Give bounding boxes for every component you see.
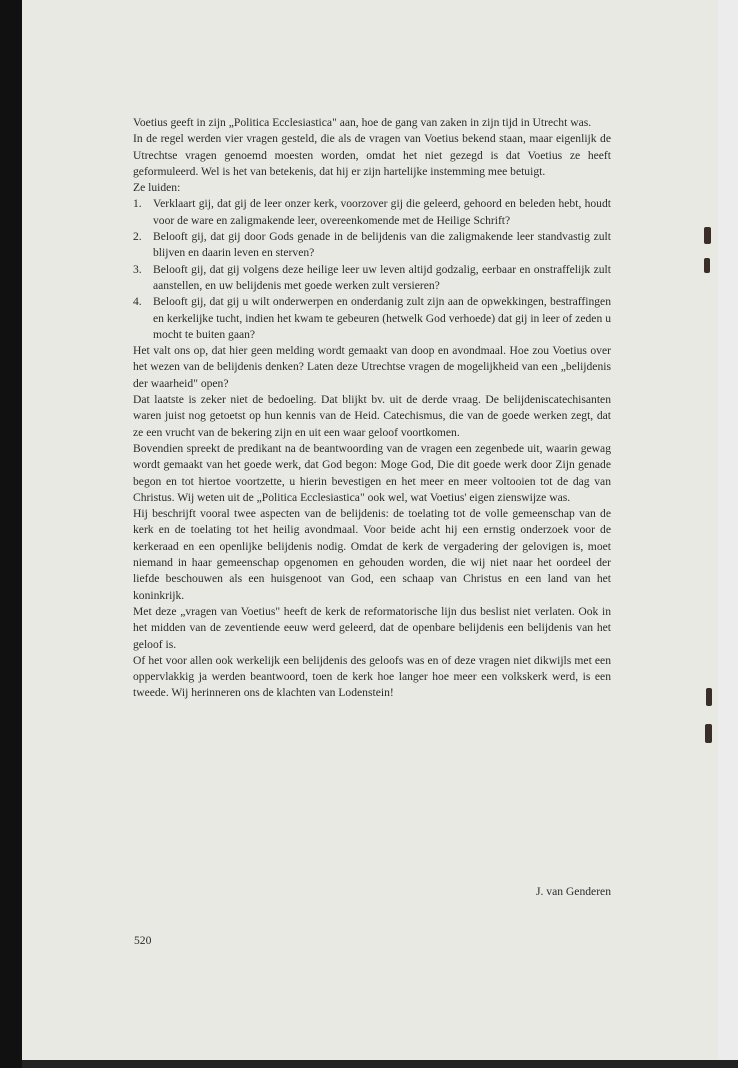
- binding-mark: [706, 688, 712, 706]
- question-text: Verklaart gij, dat gij de leer onzer kerk, voorzover gij die geleerd, gehoord en beleden hebt, houdt voor de ware en zaligmakende leer, overeenkomende met de Heilige Schrift?: [153, 197, 611, 227]
- scan-bottom-edge: [22, 1060, 738, 1068]
- question-number: 1.: [133, 197, 142, 211]
- article-body: [133, 115, 611, 702]
- question-item: [133, 229, 611, 262]
- question-number: 2.: [133, 230, 142, 244]
- body-paragraph: Het valt ons op, dat hier geen melding wordt gemaakt van doop en avondmaal. Hoe zou Voetius over het wezen van de belijdenis denken? Laten deze Utrechtse vragen de mogelijkheid van een „belijdenis der waarheid" open?: [133, 344, 611, 390]
- intro-paragraph: In de regel werden vier vragen gesteld, die als de vragen van Voetius bekend staan, maar eigenlijk de Utrechtse vragen genoemd moesten worden, omdat het niet gezegd is dat Voetius ze heeft geformuleerd. Wel is het van betekenis, dat hij er zijn hartelijke instemming mee betuigt.: [133, 132, 611, 178]
- question-list: [133, 196, 611, 343]
- question-item: [133, 294, 611, 343]
- question-number: 3.: [133, 262, 142, 276]
- paper-sheet: [22, 0, 718, 1060]
- binding-mark: [704, 258, 710, 273]
- intro-paragraph: Ze luiden:: [133, 181, 181, 195]
- page-number: 520: [134, 934, 152, 947]
- intro-paragraph: Voetius geeft in zijn „Politica Ecclesiastica" aan, hoe de gang van zaken in zijn tijd in Utrecht was.: [133, 116, 592, 129]
- question-text: Belooft gij, dat gij door Gods genade in de belijdenis van die zaligmakende leer standvastig zult blijven en daarin leven en sterven?: [153, 230, 611, 260]
- question-text: Belooft gij, dat gij u wilt onderwerpen en onderdanig zult zijn aan de opwekkingen, bestraffingen en kerkelijke tucht, indien het kwam te gebeuren (hetwelk God verhoede) dat gij in leer of zeden u mocht te buiten gaan?: [153, 295, 611, 341]
- question-number: 4.: [133, 295, 142, 309]
- binding-mark: [705, 724, 712, 743]
- body-paragraph: Dat laatste is zeker niet de bedoeling. Dat blijkt bv. uit de derde vraag. De belijdeniscatechisanten waren juist nog getoetst op hun kennis van de Heid. Catechismus, die van de goede werken zegt, dat ze een vrucht van de bekering zijn en uit een waar geloof voortkomen.: [133, 393, 611, 439]
- binding-mark: [704, 227, 711, 244]
- author-signature: J. van Genderen: [535, 885, 611, 898]
- scan-right-edge: [718, 0, 738, 1068]
- body-paragraph: Of het voor allen ook werkelijk een belijdenis des geloofs was en of deze vragen niet dikwijls met een oppervlakkig ja werden beantwoord, toen de kerk hoe langer hoe meer een volkskerk werd, is een tweede. Wij herinneren ons de klachten van Lodenstein!: [133, 653, 611, 700]
- body-paragraph: Met deze „vragen van Voetius" heeft de kerk de reformatorische lijn dus beslist niet verlaten. Ook in het midden van de zeventiende eeuw werd geleerd, dat de openbare belijdenis een belijdenis van het geloof is.: [133, 604, 611, 651]
- question-text: Belooft gij, dat gij volgens deze heilige leer uw leven altijd godzalig, eerbaar en onstraffelijk zult aanstellen, en uw belijdenis met goede werken zult versieren?: [153, 262, 611, 292]
- question-item: [133, 262, 611, 295]
- question-item: [133, 196, 611, 229]
- body-paragraph: Hij beschrijft vooral twee aspecten van de belijdenis: de toelating tot de volle gemeenschap van de kerk en de toelating tot het heilig avondmaal. Voor beide acht hij een ernstig onderzoek voor de kerkeraad en een openlijke belijdenis nodig. Omdat de kerk de vergadering der gelovigen is, moet niemand in haar gemeenschap opgenomen en gehouden worden, die wij niet naar het oordeel der liefde beschouwen als een huisgenoot van God, een schaap van Christus en een land van het koninkrijk.: [133, 507, 611, 602]
- body-paragraph: Bovendien spreekt de predikant na de beantwoording van de vragen een zegenbede uit, waarin gewag wordt gemaakt van het goede werk, dat God begon: Moge God, Die dit goede werk door Zijn genade begon en tot hiertoe voortzette, u hierin bevestigen en het meer en meer voltooien tot de dag van Christus. Wij weten uit de „Politica Ecclesiastica" ook wel, wat Voetius' eigen zienswijze was.: [133, 441, 611, 504]
